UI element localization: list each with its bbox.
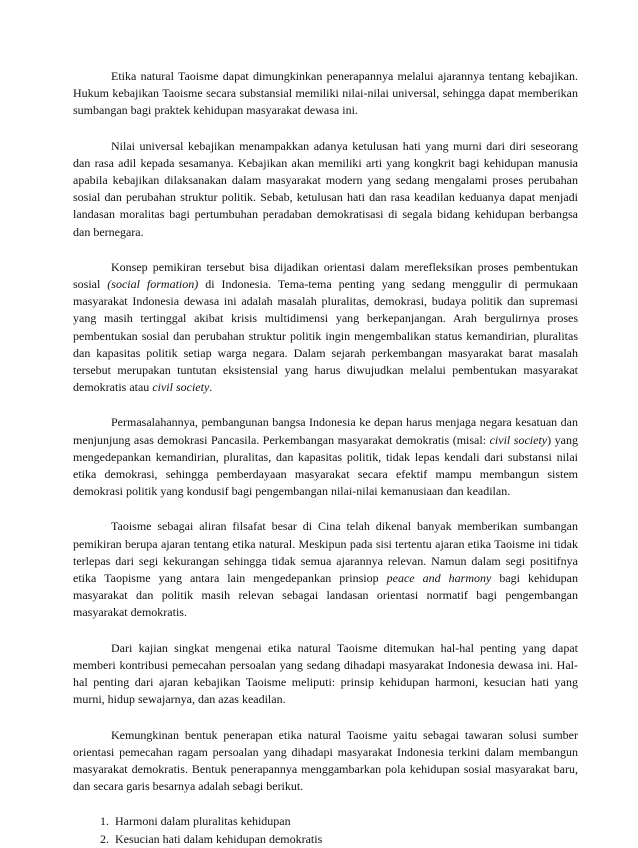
paragraph-2: Nilai universal kebajikan menampakkan adanya ketulusan hati yang murni dari diri seseorang dan rasa adil kepada sesamanya. Kebajikan akan memiliki arti yang kongkrit bagi kehidupan manusia apabila kebajikan dilaksanakan dalam masyarakat modern yang sedang mengalami proses perubahan sosial dan perubahan struktur politik. Sebab, ketulusan hati dan rasa keadilan keduanya dapat menjadi landasan moralitas bagi pertumbuhan peradaban demokratisasi di segala bidang kehidupan berbangsa dan bernegara. bbox=[73, 138, 578, 239]
italic-term: (social formation) bbox=[107, 277, 199, 292]
paragraph-6: Dari kajian singkat mengenai etika natural Taoisme ditemukan hal-hal penting yang dapat memberi kontribusi pemecahan persoalan yang sedang dihadapi masyarakat Indonesia dewasa ini. Hal-hal penting dari ajaran kebajikan Taoisme meliputi: prinsip kehidupan harmoni, kesucian hati yang murni, hidup sewajarnya, dan azas keadilan. bbox=[73, 640, 578, 707]
paragraph-3: Konsep pemikiran tersebut bisa dijadikan orientasi dalam merefleksikan proses pembentukan sosial (social formation) di Indonesia. Tema-tema penting yang sedang menggulir di permukaan masyarakat Indonesia dewasa ini adalah masalah pluralitas, demokrasi, budaya politik dan supremasi yang masih tertinggal akibat krisis multidimensi yang berkepanjangan. Arah bergulirnya proses pembentukan sosial dan perubahan struktur politik ingin mengembalikan status kemandirian, pluralitas dan kapasitas politik setiap warga negara. Dalam sejarah perkembangan masyarakat barat masalah tersebut merupakan tuntutan eksistensial yang harus diwujudkan melalui pembentukan masyarakat demokratis atau civil society. bbox=[73, 259, 578, 395]
list-item: 2. Kesucian hati dalam kehidupan demokratis bbox=[100, 831, 323, 846]
italic-term: civil society bbox=[489, 432, 548, 447]
list-item: 1. Harmoni dalam pluralitas kehidupan bbox=[100, 814, 291, 829]
italic-term: civil society bbox=[152, 380, 210, 395]
paragraph-4: Permasalahannya, pembangunan bangsa Indonesia ke depan harus menjaga negara kesatuan dan menjunjung asas demokrasi Pancasila. Perkembangan masyarakat demokratis (misal: civil society) yang mengedepankan kemandirian, pluralitas, dan kapasitas politik, tidak lepas kendali dari substansi nilai etika demokrasi, sehingga pemberdayaan masyarakat secara efektif mampu membangun sistem demokrasi politik yang kondusif bagi pengembangan nilai-nilai kemanusiaan dan keadilan. bbox=[73, 415, 578, 499]
italic-term: peace and harmony bbox=[386, 571, 492, 586]
paragraph-5: Taoisme sebagai aliran filsafat besar di Cina telah dikenal banyak memberikan sumbangan pemikiran berupa ajaran tentang etika natural. Meskipun pada sisi tertentu ajaran etika Taoisme ini tidak terlepas dari segi kekurangan sehingga tidak semua ajarannya relevan. Namun dalam segi positifnya etika Taopisme yang antara lain mengedepankan prinsiop peace and harmony bagi kehidupan masyarakat dan politik masih relevan sebagai landasan orientasi normatif bagi pengembangan masyarakat demokratis. bbox=[73, 519, 579, 620]
paragraph-7: Kemungkinan bentuk penerapan etika natural Taoisme yaitu sebagai tawaran solusi sumber orientasi pemecahan ragam persoalan yang dihadapi masyarakat Indonesia terkini dalam membangun masyarakat demokratis. Bentuk penerapannya menggambarkan pola kehidupan sosial masyarakat baru, dan secara garis besarnya adalah sebagi berikut. bbox=[73, 727, 578, 794]
paragraph-1: Etika natural Taoisme dapat dimungkinkan penerapannya melalui ajarannya tentang kebajikan. Hukum kebajikan Taoisme secara substansial memiliki nilai-nilai universal, sehingga dapat memberikan sumbangan bagi praktek kehidupan masyarakat dewasa ini. bbox=[73, 69, 578, 118]
numbered-list bbox=[73, 813, 578, 847]
